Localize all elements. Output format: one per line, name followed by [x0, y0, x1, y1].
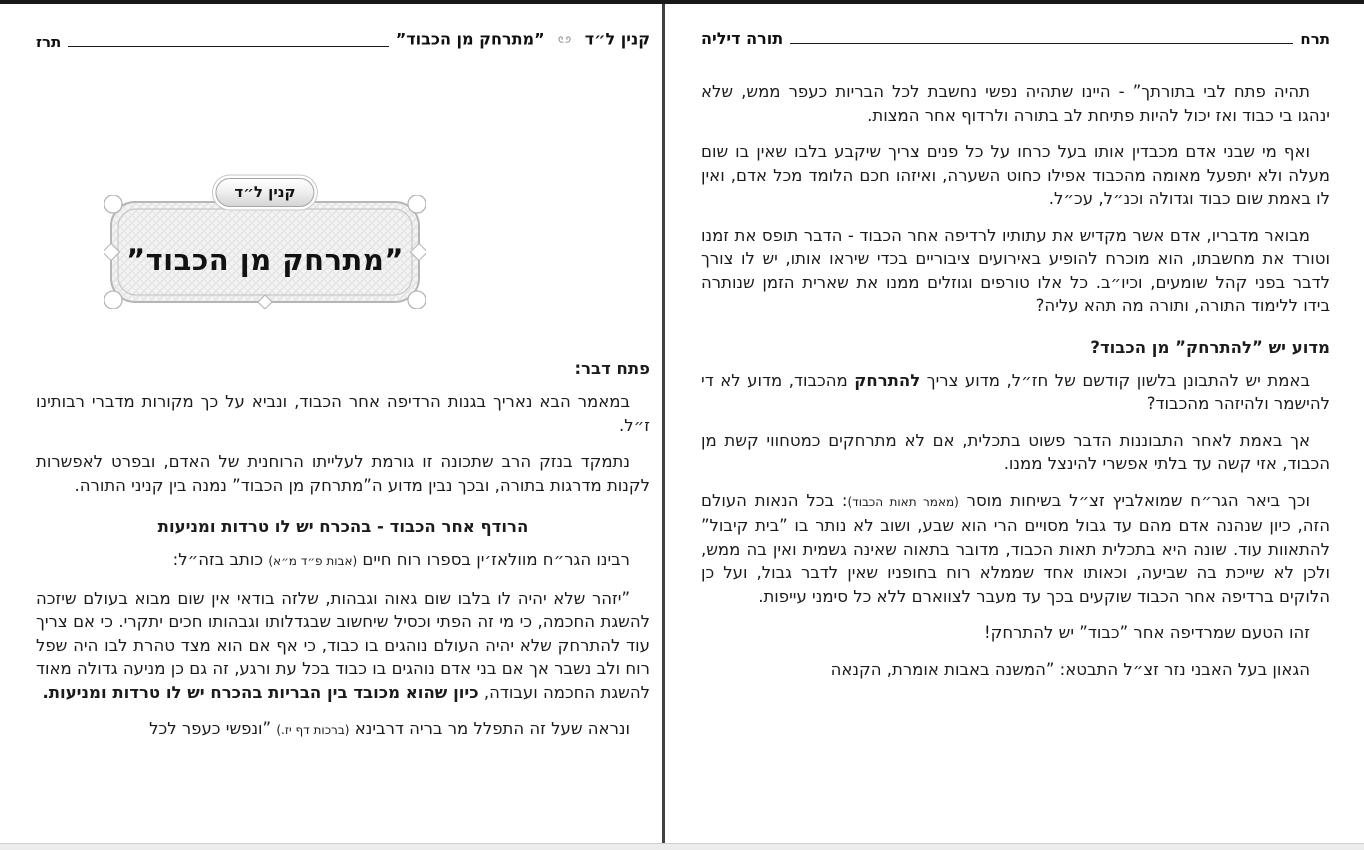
source-ref: (מאמר תאות הכבוד)	[847, 494, 959, 509]
source-text: רבינו הגר״ח מוולאז׳ין בספרו רוח חיים	[357, 550, 630, 569]
plaque-title: ”מתרחק מן הכבוד”	[126, 242, 404, 277]
page-number-left: תרז	[36, 33, 62, 51]
paragraph: תהיה פתח לבי בתורתך” - היינו שתהיה נפשי נחשבת לכל הבריות כעפר ממש, שלא ינהגו בי כבוד ואז יכול להיות פתיחת לב בתורה ולרדוף אחר המצות.	[701, 82, 1330, 125]
source-ref: (אבות פ״ד מ״א)	[268, 554, 358, 568]
fleuron-icon	[556, 29, 573, 48]
body-text: באמת יש להתבונן בלשון קודשם של חז״ל, מדוע צריך	[920, 370, 1310, 390]
running-title-left	[396, 29, 650, 51]
page-right	[665, 4, 1364, 694]
source-ref: (ברכות דף יז.)	[276, 723, 350, 737]
section-heading-rodef: הרודף אחר הכבוד - בהכרח יש לו טרדות ומניעות	[157, 517, 529, 536]
quote-bold-text: כיון שהוא מכובד בין הבריות בהכרח יש לו טרדות ומניעות.	[42, 682, 479, 702]
paragraph: הגאון בעל האבני נזר זצ״ל התבטא: ”המשנה באבות אומרת, הקנאה	[830, 659, 1310, 679]
chapter-title-label: ”מתרחק מן הכבוד”	[395, 29, 545, 49]
source-text: : בכל הנאות העולם הזה, כיון שנהנה אדם מהם עד גבול מסויים הרי הוא שבע, ושוב לא נותר בו ”בית קיבול” להתאוות עוד. שונה היא בתכלית תאות הכבוד, מדובר בתאוה שאינה גשמית ואין בה ממש, ולכן לא שייכת בה שביעה, וכאותו אחד שממלא רוח בחופניו שאין לדבר גבול, ועל כן הלוקים ברדיפה אחר הכבוד שוקעים בכך עד מעבר לצווארם ללא כל סימני עייפות.	[701, 490, 1330, 606]
chapter-plaque	[104, 183, 426, 309]
paragraph: אך באמת לאחר התבוננות הדבר פשוט בתכלית, אם לא מתרחקים כמטחווי קשת מן הכבוד, אזי קשה עד בלתי אפשרי להינצל ממנו.	[701, 430, 1330, 473]
quote-text: ”יזהר שלא יהיה לו בלבו שום גאוה וגבהות, שלזה בודאי אין שום מבוא בעולם שיזכה להשגת החכמה, כי מי זה הפתי וכסיל שיחשוב שבגדלותו וגבהותו חכים יתקרי. כי אם צריך עוד להתרחק שלא יהיה העולם נוהגים בו כבוד, כי אף אם הוא מצד טהרת לבו היה שפל רוח ולב נשבר אך אם בני אדם נוהגים בו כבוד בכל עת ורגע, זה גם כן מניעה גדולה מאוד להשגת החכמה ועבודה,	[36, 588, 650, 702]
paragraph-source	[701, 489, 1330, 609]
plaque-badge-label: קנין ל״ד	[234, 183, 296, 201]
paragraph-source	[36, 717, 650, 743]
paragraph: זהו הטעם שמרדיפה אחר ”כבוד” יש להתרחק!	[984, 623, 1310, 642]
paragraph: במאמר הבא נאריך בגנות הרדיפה אחר הכבוד, ונביא על כך מקורות מדברי רבותינו ז״ל.	[36, 392, 650, 435]
plaque-badge	[215, 178, 314, 207]
source-text: ”ונפשי כעפר לכל	[149, 719, 277, 738]
paragraph: נתמקד בנזק הרב שתכונה זו גורמת לעלייתו הרוחנית של האדם, ובפרט לאפשרות לקנות מדרגות בתורה, ובכך נבין מדוע ה”מתרחק מן הכבוד” נמנה בין קניני התורה.	[36, 452, 650, 495]
header-rule	[790, 43, 1293, 44]
page-left	[0, 4, 662, 756]
source-text: וכך ביאר הגר״ח שמואלביץ זצ״ל בשיחות מוסר	[958, 490, 1310, 510]
source-text: כותב בזה״ל:	[172, 550, 269, 569]
source-text: ונראה שעל זה התפלל מר בריה דרבינא	[349, 719, 630, 738]
paragraph	[701, 369, 1330, 416]
chapter-number-label: קנין ל״ד	[584, 29, 650, 49]
bottom-scroll-strip	[0, 843, 1364, 850]
page-number-right: תרח	[1300, 30, 1330, 48]
running-header-left	[36, 29, 650, 51]
section-heading-why: מדוע יש ”להתרחק” מן הכבוד?	[1090, 337, 1330, 357]
body-text: מהכבוד, מדוע לא די להישמר ולהיזהר מהכבוד?	[701, 370, 1330, 413]
running-title-right: תורה דיליה	[701, 29, 784, 48]
paragraph: ואף מי שבני אדם מכבדין אותו בעל כרחו על כל פנים צריך שיקבע בלבו שאין בו שום מעלה ולא יתפעל מאומה מהכבוד אפילו כחוט השערה, ואיזהו חכם הלומד מכל אדם, ואין לו באמת שום כבוד וגדולה וכנ״ל, עכ״ל.	[701, 142, 1330, 208]
header-rule	[68, 46, 388, 47]
paragraph: מבואר מדבריו, אדם אשר מקדיש את עתותיו לרדיפה אחר הכבוד - הדבר תופס את זמנו וטורד את מחשבתו, הוא מוכרח להופיע באירועים ציבוריים בכדי שיראו אותו, יש לו צורך לדבר בפני קהל שומעים, וכיו״ב. כל אלו טורפים וגוזלים ממנו את שארית הזמן שנותרה בידו ללימוד התורה, ותורה מה תהא עליה?	[701, 225, 1330, 315]
paragraph-quote	[36, 587, 650, 705]
paragraph-source	[36, 548, 650, 574]
section-heading-intro: פתח דבר:	[574, 359, 650, 378]
running-header-right	[701, 29, 1330, 48]
emphasized-word: להתרחק	[854, 370, 921, 390]
